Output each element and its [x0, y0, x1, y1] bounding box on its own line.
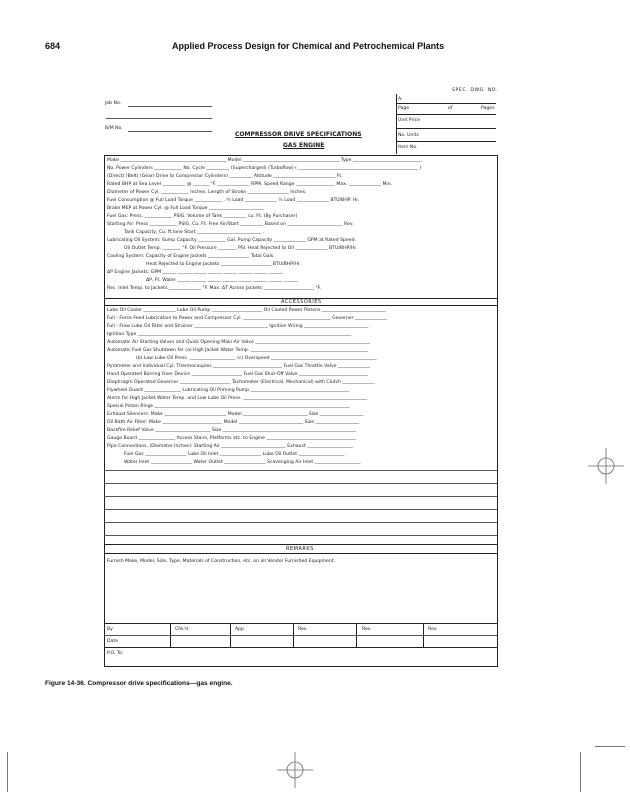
rule — [104, 496, 497, 497]
acc-row: (b) Low Lube Oil Press. ____________________ (c) Overspeed ______________________________________________ — [136, 356, 377, 361]
crop-mark-right — [580, 752, 581, 792]
acc-row: Hand Operated Barring Over Device ______________________ Fuel Gas Shut-Off Valve ______________________________ — [107, 372, 368, 377]
figure-caption: Figure 14-36. Compressor drive specifications—gas engine. — [45, 680, 233, 687]
row-drive: (Direct) (Belt) (Gear) Drive to Compressor Cylinders) __________ Altitude ___________________________ Ft. — [107, 174, 343, 179]
date-label: Date — [107, 639, 118, 644]
rule — [396, 141, 496, 142]
acc-row: Special Piston Rings _____________________________________________________________________________________ — [107, 404, 350, 409]
rule — [104, 522, 497, 523]
page-number: 684 — [45, 41, 61, 51]
row-inlet-temp: Rec. Inlet Temp. to Jackets ______________ °F. Max. ΔT Across Jackets ______________________ °F. — [107, 286, 322, 291]
row-dp-water: ΔP, Ft. Water ______ ______ ______ ______ ______ ______ ______ ______ — [146, 278, 298, 283]
app-label: App. — [235, 627, 246, 632]
acc-row: Automatic Air Starting Valves and Quick Opening Main Air Valve __________________________________________________ — [107, 340, 371, 345]
rule — [104, 535, 497, 536]
po-to-label: P.O. To: — [107, 651, 124, 656]
row-rated-bhp: Rated BHP at Sea Level __________ @ _______ °F. ______________ RPM. Speed Range _________________ Max. ______________ Min. — [107, 182, 393, 187]
spec-dwg-label: SPEC. DWG. NO. — [452, 88, 499, 93]
accessories-heading: ACCESSORIES — [281, 299, 322, 305]
spec-a-label: A- — [398, 97, 403, 102]
rule — [104, 635, 497, 636]
remarks-heading: REMARKS — [286, 546, 314, 552]
acc-row: Pipe Connections, (Diameter Inches): Starting Air ____________________________ Exhaust ____________________ — [107, 444, 354, 449]
by-label: By — [107, 627, 113, 632]
chkd-label: Chk'd. — [175, 627, 190, 632]
rule — [104, 470, 497, 471]
acc-row: Oil Bath Air Filter: Make __________________________ Model ____________________________ Size ___________________ — [107, 420, 360, 425]
acc-row: Pyrometer and Individual Cyl. Thermocouples ______________________________ Fuel Gas Throttle Valve ______________ — [107, 364, 371, 369]
page-label: Page — [398, 106, 410, 111]
row-diameter: Diameter of Power Cyl. ____________ Inches. Length of Stroke __________________ Inches. — [107, 190, 307, 195]
rule — [104, 509, 497, 510]
rule — [128, 106, 212, 107]
row-lube-oil: Lubricating Oil System: Sump Capacity ____________ Gal. Pump Capacity ______________ GPM at Rated Speed. — [107, 238, 356, 243]
rule — [104, 544, 497, 545]
row-dp-gpm: ΔP Engine Jackets: GPM ______ ______ ______ ______ ______ ______ ______ ______ — [107, 270, 284, 275]
rule — [104, 647, 497, 648]
frame-right — [497, 155, 498, 667]
rule — [396, 103, 496, 104]
acc-row: Water Inlet __________________ Water Outlet __________________ Scavenging Air Inlet ____________________ — [124, 460, 361, 465]
acc-row: Ignition Type _____________________________________________________________________________________________ — [107, 332, 352, 337]
of-label: of — [448, 106, 453, 111]
rule — [106, 118, 212, 119]
rule — [104, 305, 497, 306]
registration-mark-bottom-icon — [275, 750, 315, 790]
row-fuel-gas: Fuel Gas: Press. ____________ PSIG. Volume of Tank __________ cu. Ft. (By Purchaser) — [107, 214, 298, 219]
rule — [396, 114, 496, 115]
bm-no-label: B/M No. — [105, 126, 123, 131]
acc-row: Diaphragm Operated Governor ______________________ Tachometer (Electrical, Mechanical) with Clutch ______________ — [107, 380, 375, 385]
pages-label: Pages — [481, 106, 495, 111]
registration-mark-right-icon — [586, 446, 626, 486]
row-brake-mep: Brake MEP at Power Cyl. @ Full Load Torque ________________________ — [107, 206, 265, 211]
rule — [128, 131, 212, 132]
crop-mark-corner — [595, 746, 625, 747]
row-heat-rejected: Heat Rejected to Engine Jackets ______________________ BTU/BHP/Hr. — [146, 262, 301, 267]
rev1-label: Rev. — [298, 627, 308, 632]
unit-price-label: Unit Price — [398, 118, 421, 123]
acc-row: Fuel Gas __________________ Lube Oil Inlet __________________ Lube Oil Outlet ____________________ — [124, 452, 345, 457]
acc-row: Backfire Relief Valve ________________________ Size __________________________________________________________ — [107, 428, 356, 433]
row-make: Make ______________________________________________ Model __________________________________________ Type ______________________________ — [107, 158, 422, 163]
row-fuel-consumption: Fuel Consumption @ Full Load Torque ____________ , ¾ Load ______________ ½ Load ______________ BTU/BHP. Hr. — [107, 198, 360, 203]
running-title: Applied Process Design for Chemical and Petrochemical Plants — [172, 41, 445, 51]
rev2-label: Rev. — [362, 627, 372, 632]
remarks-text: Furnish Make, Model, Size, Type, Materials of Construction, etc. on all Vendor Furnished Equipment. — [107, 559, 336, 564]
acc-row: Full - Force Feed Lubrication to Power and Compressor Cyl. ______________________________________ Governor ______________ — [107, 316, 388, 321]
row-power-cylinders: No. Power Cylinders ____________ No. Cycle __________ (Supercharged) (Turboflow) ( ____________________________________________________ ) — [107, 166, 422, 171]
item-no-label: Item No. — [398, 145, 418, 150]
acc-row: Lube Oil Cooler ______________ Lube Oil Pump ______________________ Oil Cooled Power Pistons ____________________________ — [107, 308, 387, 313]
row-oil-outlet: Oil Outlet Temp. ________ °F. Oil Pressure ________ PSI. Heat Rejected to Oil ______________ BTU/BHP/Hr. — [124, 246, 358, 251]
row-tank-capacity: Tank Capacity, Cu. ft./one Start ____________________________ . — [124, 230, 265, 235]
acc-row: Exhaust Silencers: Make ___________________________ Model ____________________________ Size ___________________ — [107, 412, 364, 417]
rule — [104, 553, 497, 554]
acc-row: Automatic Fuel Gas Shutdown for (a) High Jacket Water Temp. ___________________________________________________ — [107, 348, 368, 353]
form-title: COMPRESSOR DRIVE SPECIFICATIONS — [235, 131, 362, 138]
row-cooling: Cooling System: Capacity of Engine Jackets __________________ Total Gals. — [107, 254, 275, 259]
rev3-label: Rev. — [428, 627, 438, 632]
job-no-label: Job No. — [105, 101, 122, 106]
frame-left — [104, 155, 105, 667]
acc-row: Alarm for High Jacket Water Temp. and Low Lube Oil Press. ______________________________________________________ — [107, 396, 368, 401]
no-units-label: No. Units — [398, 133, 419, 138]
rule — [396, 128, 496, 129]
form-subtitle: GAS ENGINE — [283, 142, 325, 149]
acc-row: Full - Flow Lube Oil Filter and Strainer ________________________________ Ignition Wiring ____________________________ — [107, 324, 369, 329]
rule — [104, 623, 497, 624]
frame-bottom — [104, 666, 497, 667]
rule — [396, 94, 397, 154]
crop-mark-left — [7, 752, 8, 792]
frame-top — [104, 155, 497, 156]
acc-row: Flywheel Guard ________________ Lubricating Oil Priming Pump ___________________________________________ — [107, 388, 350, 393]
acc-row: Gauge Board ________________ Access Stairs, Platforms etc. to Engine _______________________________________ — [107, 436, 357, 441]
row-starting-air: Starting Air: Press ____________ PSIG. Cu. Ft. Free Air/Start __________ Based on ________________________ Rev. — [107, 222, 354, 227]
rule — [104, 483, 497, 484]
